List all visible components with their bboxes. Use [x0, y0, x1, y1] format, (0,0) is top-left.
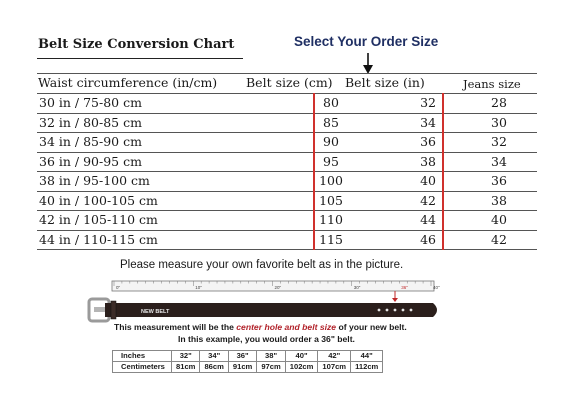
table-row-rule [37, 171, 537, 172]
belt-keeper [111, 301, 116, 319]
conversion-cm-cell: 107cm [318, 362, 351, 373]
table-cell-belt_in: 34 [420, 114, 436, 130]
down-arrow-icon [362, 53, 374, 75]
table-cell-belt_cm: 110 [319, 212, 343, 227]
ruler [112, 281, 434, 291]
ruler-label: 40" [433, 285, 440, 290]
table-cell-waist: 34 in / 85-90 cm [39, 134, 142, 149]
table-cell-belt_cm: 115 [319, 231, 343, 247]
table-cell-jeans: 40 [491, 212, 507, 227]
ruler-label: 10" [195, 285, 202, 290]
guide-line-right [442, 93, 444, 250]
ruler-label: 30" [353, 285, 361, 290]
table-cell-belt_in: 36 [420, 134, 436, 149]
header-belt-in: Belt size (in) [345, 75, 425, 90]
conversion-inch-cell: 42" [318, 351, 351, 362]
ruler-label: 0" [116, 285, 121, 290]
guide-line-left [313, 93, 315, 250]
table-cell-jeans: 42 [491, 231, 507, 247]
conversion-cm-row [113, 362, 383, 373]
chart-title: Belt Size Conversion Chart [38, 37, 235, 52]
table-cell-waist: 32 in / 80-85 cm [39, 114, 142, 130]
table-row-rule [37, 113, 537, 114]
table-rule [37, 73, 537, 74]
table-cell-waist: 30 in / 75-80 cm [39, 95, 142, 110]
conversion-cm-cell: 112cm [351, 362, 383, 373]
header-jeans: Jeans size [463, 77, 521, 91]
conversion-inch-cell: 32" [172, 351, 200, 362]
table-cell-jeans: 28 [491, 95, 507, 110]
measurement-note [114, 322, 407, 332]
table-cell-belt_in: 42 [420, 192, 436, 208]
table-row-rule [37, 249, 537, 250]
conversion-cm-cell: 91cm [228, 362, 256, 373]
belt-label: NEW BELT [141, 309, 170, 315]
table-row-rule [37, 210, 537, 211]
size-marker-arrowhead [392, 298, 398, 302]
table-cell-belt_in: 32 [420, 95, 436, 110]
table-cell-waist: 36 in / 90-95 cm [39, 153, 142, 169]
table-cell-belt_cm: 95 [323, 153, 339, 169]
header-belt-cm: Belt size (cm) [246, 75, 333, 90]
centimeters-label: Centimeters [113, 362, 172, 373]
table-rule [37, 93, 537, 94]
table-cell-waist: 40 in / 100-105 cm [39, 192, 158, 208]
header-waist: Waist circumference (in/cm) [38, 75, 218, 90]
table-cell-belt_cm: 85 [323, 114, 339, 130]
table-cell-belt_cm: 80 [323, 95, 339, 110]
note-suffix: of your new belt. [336, 322, 407, 332]
table-row-rule [37, 132, 537, 133]
conversion-inch-cell: 40" [285, 351, 318, 362]
table-cell-belt_in: 40 [420, 173, 436, 188]
table-cell-waist: 44 in / 110-115 cm [39, 231, 158, 247]
conversion-inch-cell: 38" [257, 351, 285, 362]
table-row-rule [37, 191, 537, 192]
conversion-cm-cell: 97cm [257, 362, 285, 373]
table-cell-jeans: 32 [491, 134, 507, 149]
table-cell-jeans: 34 [491, 153, 507, 169]
table-row-rule [37, 152, 537, 153]
table-cell-jeans: 30 [491, 114, 507, 130]
table-cell-belt_cm: 100 [319, 173, 343, 188]
table-cell-belt_in: 44 [420, 212, 436, 227]
table-cell-waist: 38 in / 95-100 cm [39, 173, 150, 188]
conversion-inch-cell: 36" [228, 351, 256, 362]
conversion-table [112, 350, 383, 373]
select-size-label: Select Your Order Size [294, 34, 439, 49]
title-underline [37, 58, 243, 59]
inches-label: Inches [113, 351, 172, 362]
conversion-inch-cell: 34" [200, 351, 228, 362]
example-note: In this example, you would order a 36" belt. [178, 334, 355, 344]
table-cell-belt_cm: 90 [323, 134, 339, 149]
conversion-cm-cell: 81cm [172, 362, 200, 373]
conversion-cm-cell: 102cm [285, 362, 318, 373]
table-cell-belt_in: 38 [420, 153, 436, 169]
note-highlight: center hole and belt size [236, 322, 337, 332]
conversion-inches-row [113, 351, 383, 362]
measure-instruction: Please measure your own favorite belt as in the picture. [120, 259, 404, 271]
note-prefix: This measurement will be the [114, 322, 237, 332]
belt-illustration [85, 277, 445, 327]
conversion-inch-cell: 44" [351, 351, 383, 362]
ruler-label: 20" [274, 285, 282, 290]
ruler-label: 36" [401, 285, 408, 290]
table-cell-jeans: 38 [491, 192, 507, 208]
table-cell-waist: 42 in / 105-110 cm [39, 212, 158, 227]
table-cell-jeans: 36 [491, 173, 507, 188]
table-row-rule [37, 230, 537, 231]
table-cell-belt_in: 46 [420, 231, 436, 247]
table-cell-belt_cm: 105 [319, 192, 343, 208]
conversion-cm-cell: 86cm [200, 362, 228, 373]
